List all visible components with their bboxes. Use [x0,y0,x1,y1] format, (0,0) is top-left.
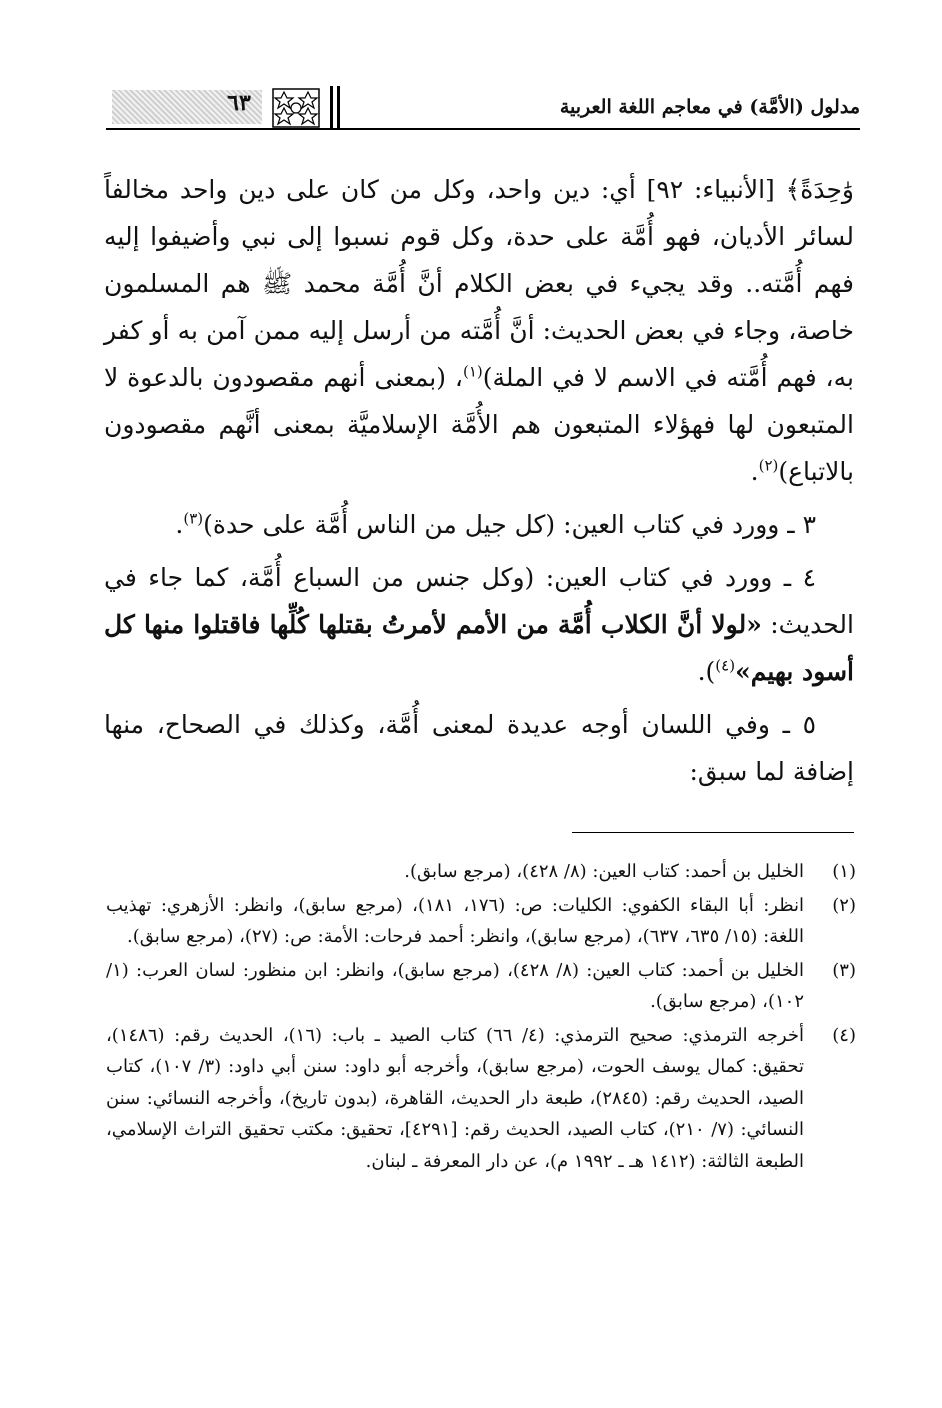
footnote-number: (١) [832,861,856,882]
footnote-text: أخرجه الترمذي: صحيح الترمذي: (٤/ ٦٦) كتاب الصيد ـ باب: (١٦)، الحديث رقم: (١٤٨٦)، تحقيق: كمال يوسف الحوت، (مرجع سابق)، وأخرجه أبو داود: سنن أبي داود: (٣/ ١٠٧)، كتاب الصيد، الحديث رقم: (٢٨٤٥)، طبعة دار الحديث، القاهرة، (بدون تاريخ)، وأخرجه النسائي: سنن النسائي: (٧/ ٢١٠)، كتاب الصيد، الحديث رقم: [٤٢٩١]، تحقيق: مكتب تحقيق التراث الإسلامي، الطبعة الثالثة: (١٤١٢ هـ ـ ١٩٩٢ م)، عن دار المعرفة ـ لبنان. [106,1024,805,1172]
header-rule [106,128,860,130]
footnote-ref: (٤) [715,656,736,675]
footnote-text: الخليل بن أحمد: كتاب العين: (٨/ ٤٢٨)، (مرجع سابق)، وانظر: ابن منظور: لسان العرب: (١/ ١٠٢)، (مرجع سابق). [106,959,804,1012]
page-header [106,86,860,130]
text-run: ، (بمعنى أنهم مقصودون بالدعوة لا المتبعون لها فهؤلاء المتبعون هم الأُمَّة الإسلاميَّة بمعنى أنَّهم مقصودون بالاتباع) [104,363,854,486]
text-run: ٣ ـ وورد في كتاب العين: (كل جيل من الناس أُمَّة على حدة) [203,510,816,539]
footnote-number: (٣) [832,959,856,981]
footnotes [106,856,856,1179]
text-run: . [175,510,184,539]
footnote-text: انظر: أبا البقاء الكفوي: الكليات: ص: (١٧٦، ١٨١)، (مرجع سابق)، وانظر: الأزهري: تهذيب اللغة: (١٥/ ٦٣٥، ٦٣٧)، (مرجع سابق)، وانظر: أحمد فرحات: الأمة: ص: (٢٧)، (مرجع سابق). [106,894,804,947]
list-item-5: ٥ ـ وفي اللسان أوجه عديدة لمعنى أُمَّة، وكذلك في الصحاح، منها إضافة لما سبق: [104,710,854,786]
footnote [106,890,856,953]
header-divider-bar [337,86,340,130]
text-run: وَٰحِدَةً﴾ [الأنبياء: ٩٢] أي: دين واحد، وكل من كان على دين واحد مخالفاً لسائر الأديان، فهو أُمَّة على حدة، وكل قوم نسبوا إلى نبي وأضيفوا إليه فهم أُمَّته.. وقد يجيء في بعض الكلام أنَّ أُمَّة محمد ﷺ هم المسلمون خاصة، وجاء في بعض الحديث: أنَّ أُمَّته من أرسل إليه ممن آمن به أو كفر به، فهم أُمَّته في الاسم لا في الملة) [104,175,854,392]
footnote [106,856,856,888]
footnote-number: (٤) [832,1024,856,1046]
footnote-ref: (٢) [758,456,779,475]
footnote-text: الخليل بن أحمد: كتاب العين: (٨/ ٤٢٨)، (مرجع سابق). [404,861,804,882]
footnote-ref: (١) [462,362,483,381]
header-divider-bar [330,86,333,130]
footnote-ref: (٣) [183,509,204,528]
hadith-quote: «لولا أنَّ الكلاب أُمَّة من الأمم لأمرتُ بقتلها كُلِّها فاقتلوا منها كل أسود بهيم» [104,610,854,686]
footnote [106,955,856,1018]
list-item-4 [104,554,854,695]
main-text [104,166,854,795]
footnote [106,1020,856,1178]
text-run: ٤ ـ وورد في كتاب العين: (وكل جنس من السباع أُمَّة، كما جاء في الحديث: [104,563,854,639]
text-run: . [750,457,759,486]
running-title: مدلول (الأمَّة) في معاجم اللغة العربية [559,96,860,118]
list-item-3 [104,501,854,548]
footnote-number: (٢) [832,894,856,916]
page-number: ٦٣ [227,90,251,116]
text-run: ). [697,657,716,686]
geometric-star-ornament-icon [272,88,320,128]
paragraph-continuation [104,166,854,495]
footnote-separator [572,832,854,833]
